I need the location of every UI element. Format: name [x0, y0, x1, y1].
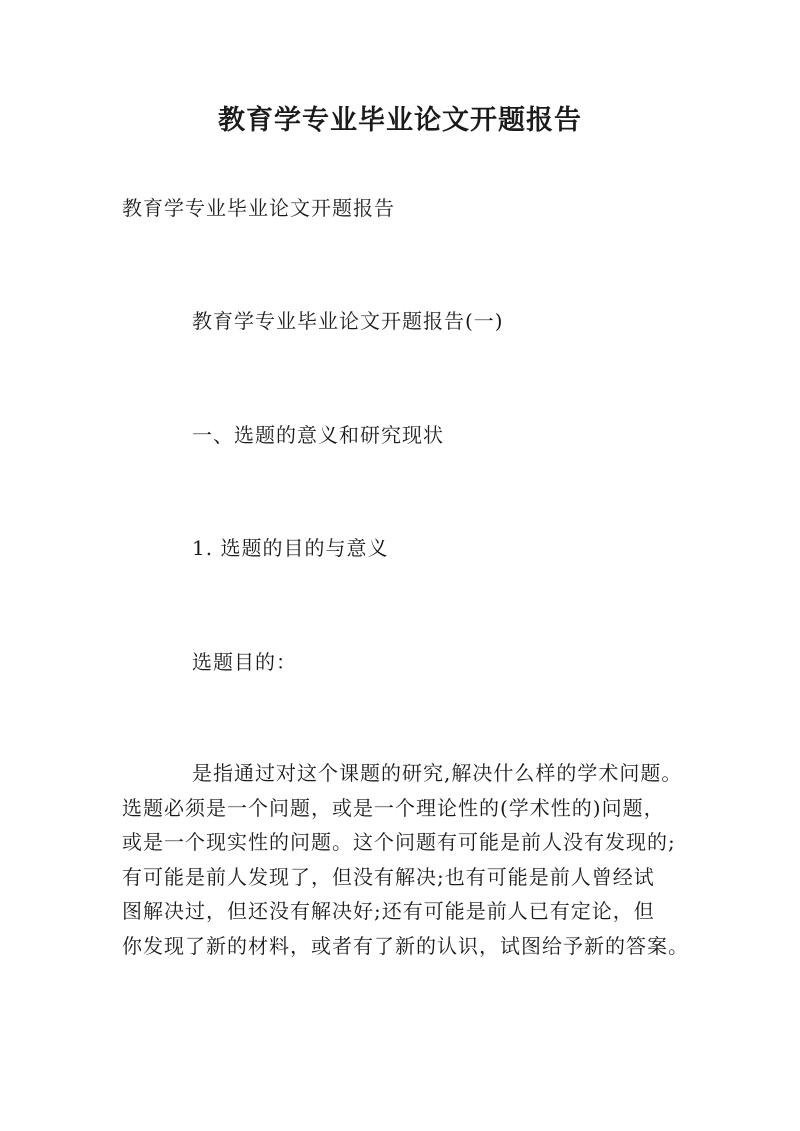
section-heading: 教育学专业毕业论文开题报告(一)	[192, 309, 504, 333]
body-paragraph	[122, 756, 692, 963]
purpose-label: 选题目的：	[192, 650, 297, 674]
paragraph-line: 选题必须是一个问题，或是一个理论性的(学术性的)问题，	[122, 795, 665, 820]
subsection-heading: 1. 选题的目的与意义	[192, 536, 389, 560]
document-title: 教育学专业毕业论文开题报告	[218, 105, 582, 136]
paragraph-line: 图解决过，但还没有解决好;还有可能是前人已有定论，但	[122, 899, 655, 923]
paragraph-line: 你发现了新的材料，或者有了新的认识，试图给予新的答案。	[122, 933, 689, 958]
paragraph-line: 或是一个现实性的问题。这个问题有可能是前人没有发现的;	[122, 830, 676, 854]
document-subtitle: 教育学专业毕业论文开题报告	[122, 196, 395, 220]
paragraph-line: 是指通过对这个课题的研究,解决什么样的学术问题。	[192, 761, 683, 785]
paragraph-line: 有可能是前人发现了，但没有解决;也有可能是前人曾经试	[122, 864, 655, 889]
chapter-heading: 一、选题的意义和研究现状	[192, 423, 444, 447]
